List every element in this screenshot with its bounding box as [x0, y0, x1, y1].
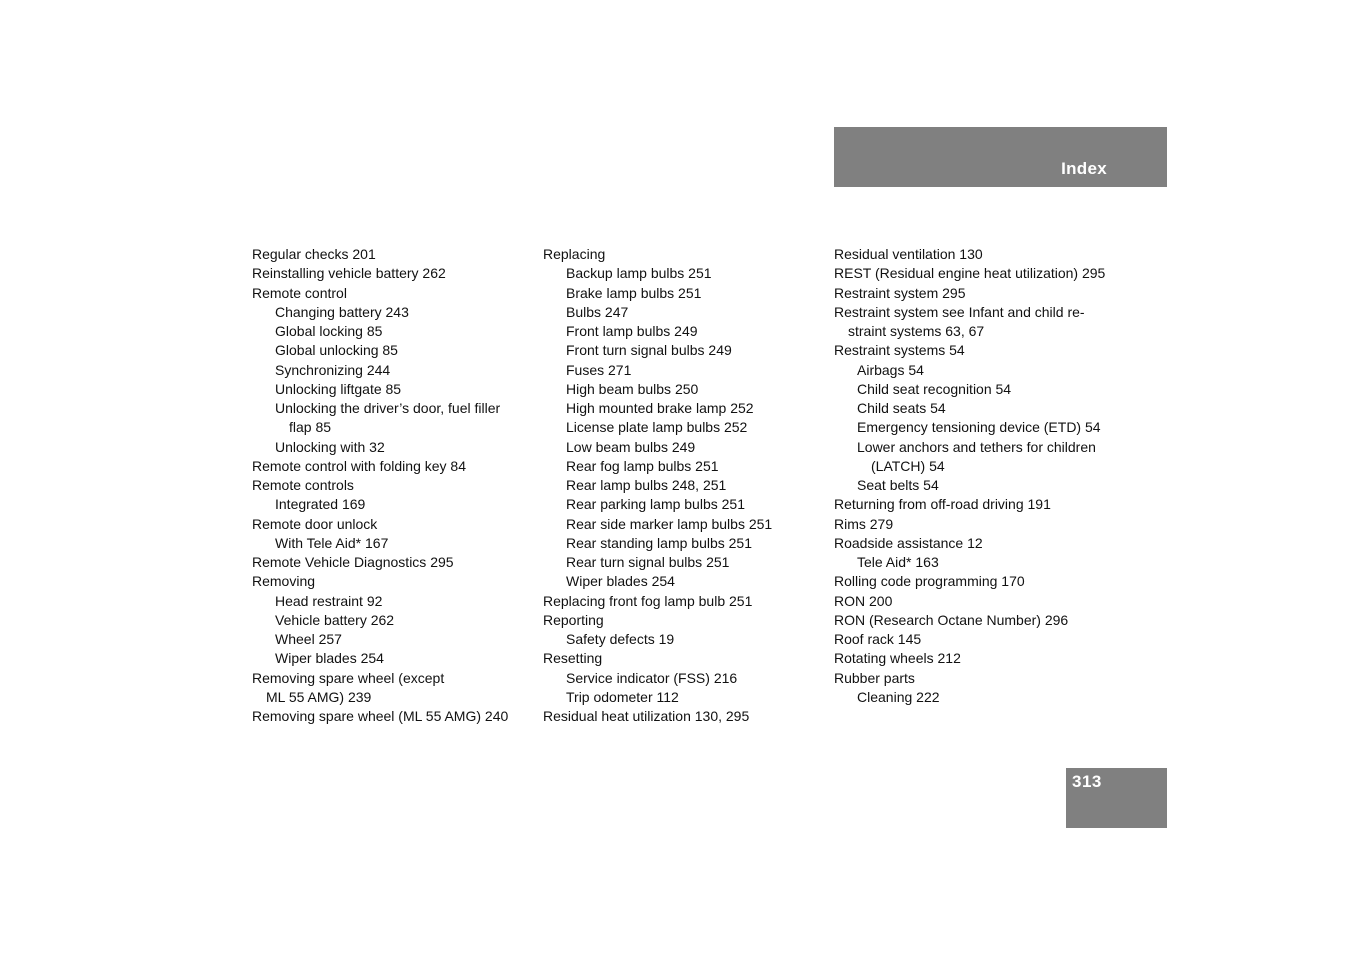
index-subentry: Rear turn signal bulbs 251 — [566, 554, 730, 570]
index-subentry: Backup lamp bulbs 251 — [566, 265, 712, 282]
index-subentry: Wiper blades 254 — [275, 650, 384, 667]
index-entry: Rims 279 — [834, 515, 894, 532]
index-subentry: Brake lamp bulbs 251 — [566, 284, 702, 301]
index-entry: Removing spare wheel (except — [252, 669, 445, 686]
index-entry: REST (Residual engine heat utilization) 295 — [834, 265, 1106, 282]
index-subentry: Child seat recognition 54 — [857, 380, 1012, 397]
index-entry: Rotating wheels 212 — [834, 650, 961, 667]
section-header-bar — [834, 127, 1167, 187]
index-entry: Rolling code programming 170 — [834, 573, 1025, 590]
index-subentry: Wiper blades 254 — [566, 573, 675, 590]
index-entry: Returning from off-road driving 191 — [834, 496, 1051, 513]
index-subentry: Fuses 271 — [566, 361, 632, 378]
index-subentry: Rear lamp bulbs 248, 251 — [566, 477, 727, 493]
index-subentry: Global unlocking 85 — [275, 342, 398, 359]
page-number-box — [1066, 768, 1167, 828]
index-subentry: Emergency tensioning device (ETD) 54 — [857, 419, 1101, 436]
index-subentry: Unlocking with 32 — [275, 438, 385, 455]
index-entry: Restraint system 295 — [834, 284, 966, 301]
index-subentry: Changing battery 243 — [275, 303, 409, 320]
index-entry: Restraint systems 54 — [834, 342, 965, 359]
index-subentry: High mounted brake lamp 252 — [566, 400, 754, 416]
index-entry: straint systems 63, 67 — [848, 323, 985, 339]
index-subentry: Seat belts 54 — [857, 477, 939, 493]
index-subentry: flap 85 — [289, 419, 332, 436]
index-entry: Resetting — [543, 650, 603, 667]
index-subentry: Synchronizing 244 — [275, 361, 391, 378]
index-subentry: Tele Aid* 163 — [857, 554, 939, 570]
index-subentry: Wheel 257 — [275, 631, 342, 647]
index-subentry: Lower anchors and tethers for children — [857, 438, 1096, 455]
index-subentry: Trip odometer 112 — [566, 688, 679, 705]
index-subentry: Front lamp bulbs 249 — [566, 323, 698, 339]
index-subentry: Front turn signal bulbs 249 — [566, 342, 732, 359]
index-subentry: Head restraint 92 — [275, 592, 383, 609]
index-subentry: Airbags 54 — [857, 361, 924, 378]
index-subentry: License plate lamp bulbs 252 — [566, 419, 748, 436]
index-entry: Remote control with folding key 84 — [252, 457, 466, 474]
section-title: Index — [1061, 159, 1107, 178]
index-entry: Roof rack 145 — [834, 631, 922, 647]
index-entry: Reinstalling vehicle battery 262 — [252, 265, 446, 282]
index-subentry: With Tele Aid* 167 — [275, 534, 389, 551]
index-subentry: Low beam bulbs 249 — [566, 438, 696, 455]
index-entry: Replacing — [543, 246, 606, 262]
index-column-1 — [252, 245, 508, 726]
index-entry: Residual heat utilization 130, 295 — [543, 708, 750, 724]
index-entry: Rubber parts — [834, 669, 915, 686]
index-entry: Remote controls — [252, 477, 354, 493]
index-entry: Replacing front fog lamp bulb 251 — [543, 592, 753, 609]
index-subentry: (LATCH) 54 — [871, 457, 945, 474]
index-column-2 — [543, 245, 772, 726]
index-entry: Remote Vehicle Diagnostics 295 — [252, 554, 454, 570]
index-subentry: Safety defects 19 — [566, 631, 675, 647]
index-entry: Remote control — [252, 284, 347, 301]
index-subentry: Vehicle battery 262 — [275, 611, 395, 628]
index-entry: RON 200 — [834, 592, 893, 609]
index-subentry: Bulbs 247 — [566, 303, 629, 320]
index-entry: Regular checks 201 — [252, 246, 376, 262]
index-subentry: Rear standing lamp bulbs 251 — [566, 534, 753, 551]
index-entry: ML 55 AMG) 239 — [266, 688, 372, 705]
index-subentry: Child seats 54 — [857, 400, 946, 416]
index-entry: Roadside assistance 12 — [834, 534, 983, 551]
index-subentry: Integrated 169 — [275, 496, 366, 513]
index-entry: Reporting — [543, 611, 604, 628]
index-subentry: Rear parking lamp bulbs 251 — [566, 496, 745, 513]
index-subentry: Unlocking the driver’s door, fuel filler — [275, 400, 501, 416]
index-entry: Removing spare wheel (ML 55 AMG) 240 — [252, 708, 509, 724]
index-entry: RON (Research Octane Number) 296 — [834, 611, 1069, 628]
index-subentry: Rear side marker lamp bulbs 251 — [566, 515, 773, 532]
index-subentry: Unlocking liftgate 85 — [275, 380, 402, 397]
index-subentry: Service indicator (FSS) 216 — [566, 669, 738, 686]
page-number: 313 — [1072, 772, 1102, 791]
index-subentry: Rear fog lamp bulbs 251 — [566, 457, 719, 474]
index-subentry: High beam bulbs 250 — [566, 380, 699, 397]
index-entry: Remote door unlock — [252, 515, 378, 532]
index-column-3 — [834, 245, 1105, 707]
index-entry: Restraint system see Infant and child re- — [834, 303, 1085, 320]
index-subentry: Cleaning 222 — [857, 688, 940, 705]
index-subentry: Global locking 85 — [275, 323, 383, 339]
index-entry: Residual ventilation 130 — [834, 246, 983, 262]
index-entry: Removing — [252, 573, 316, 590]
